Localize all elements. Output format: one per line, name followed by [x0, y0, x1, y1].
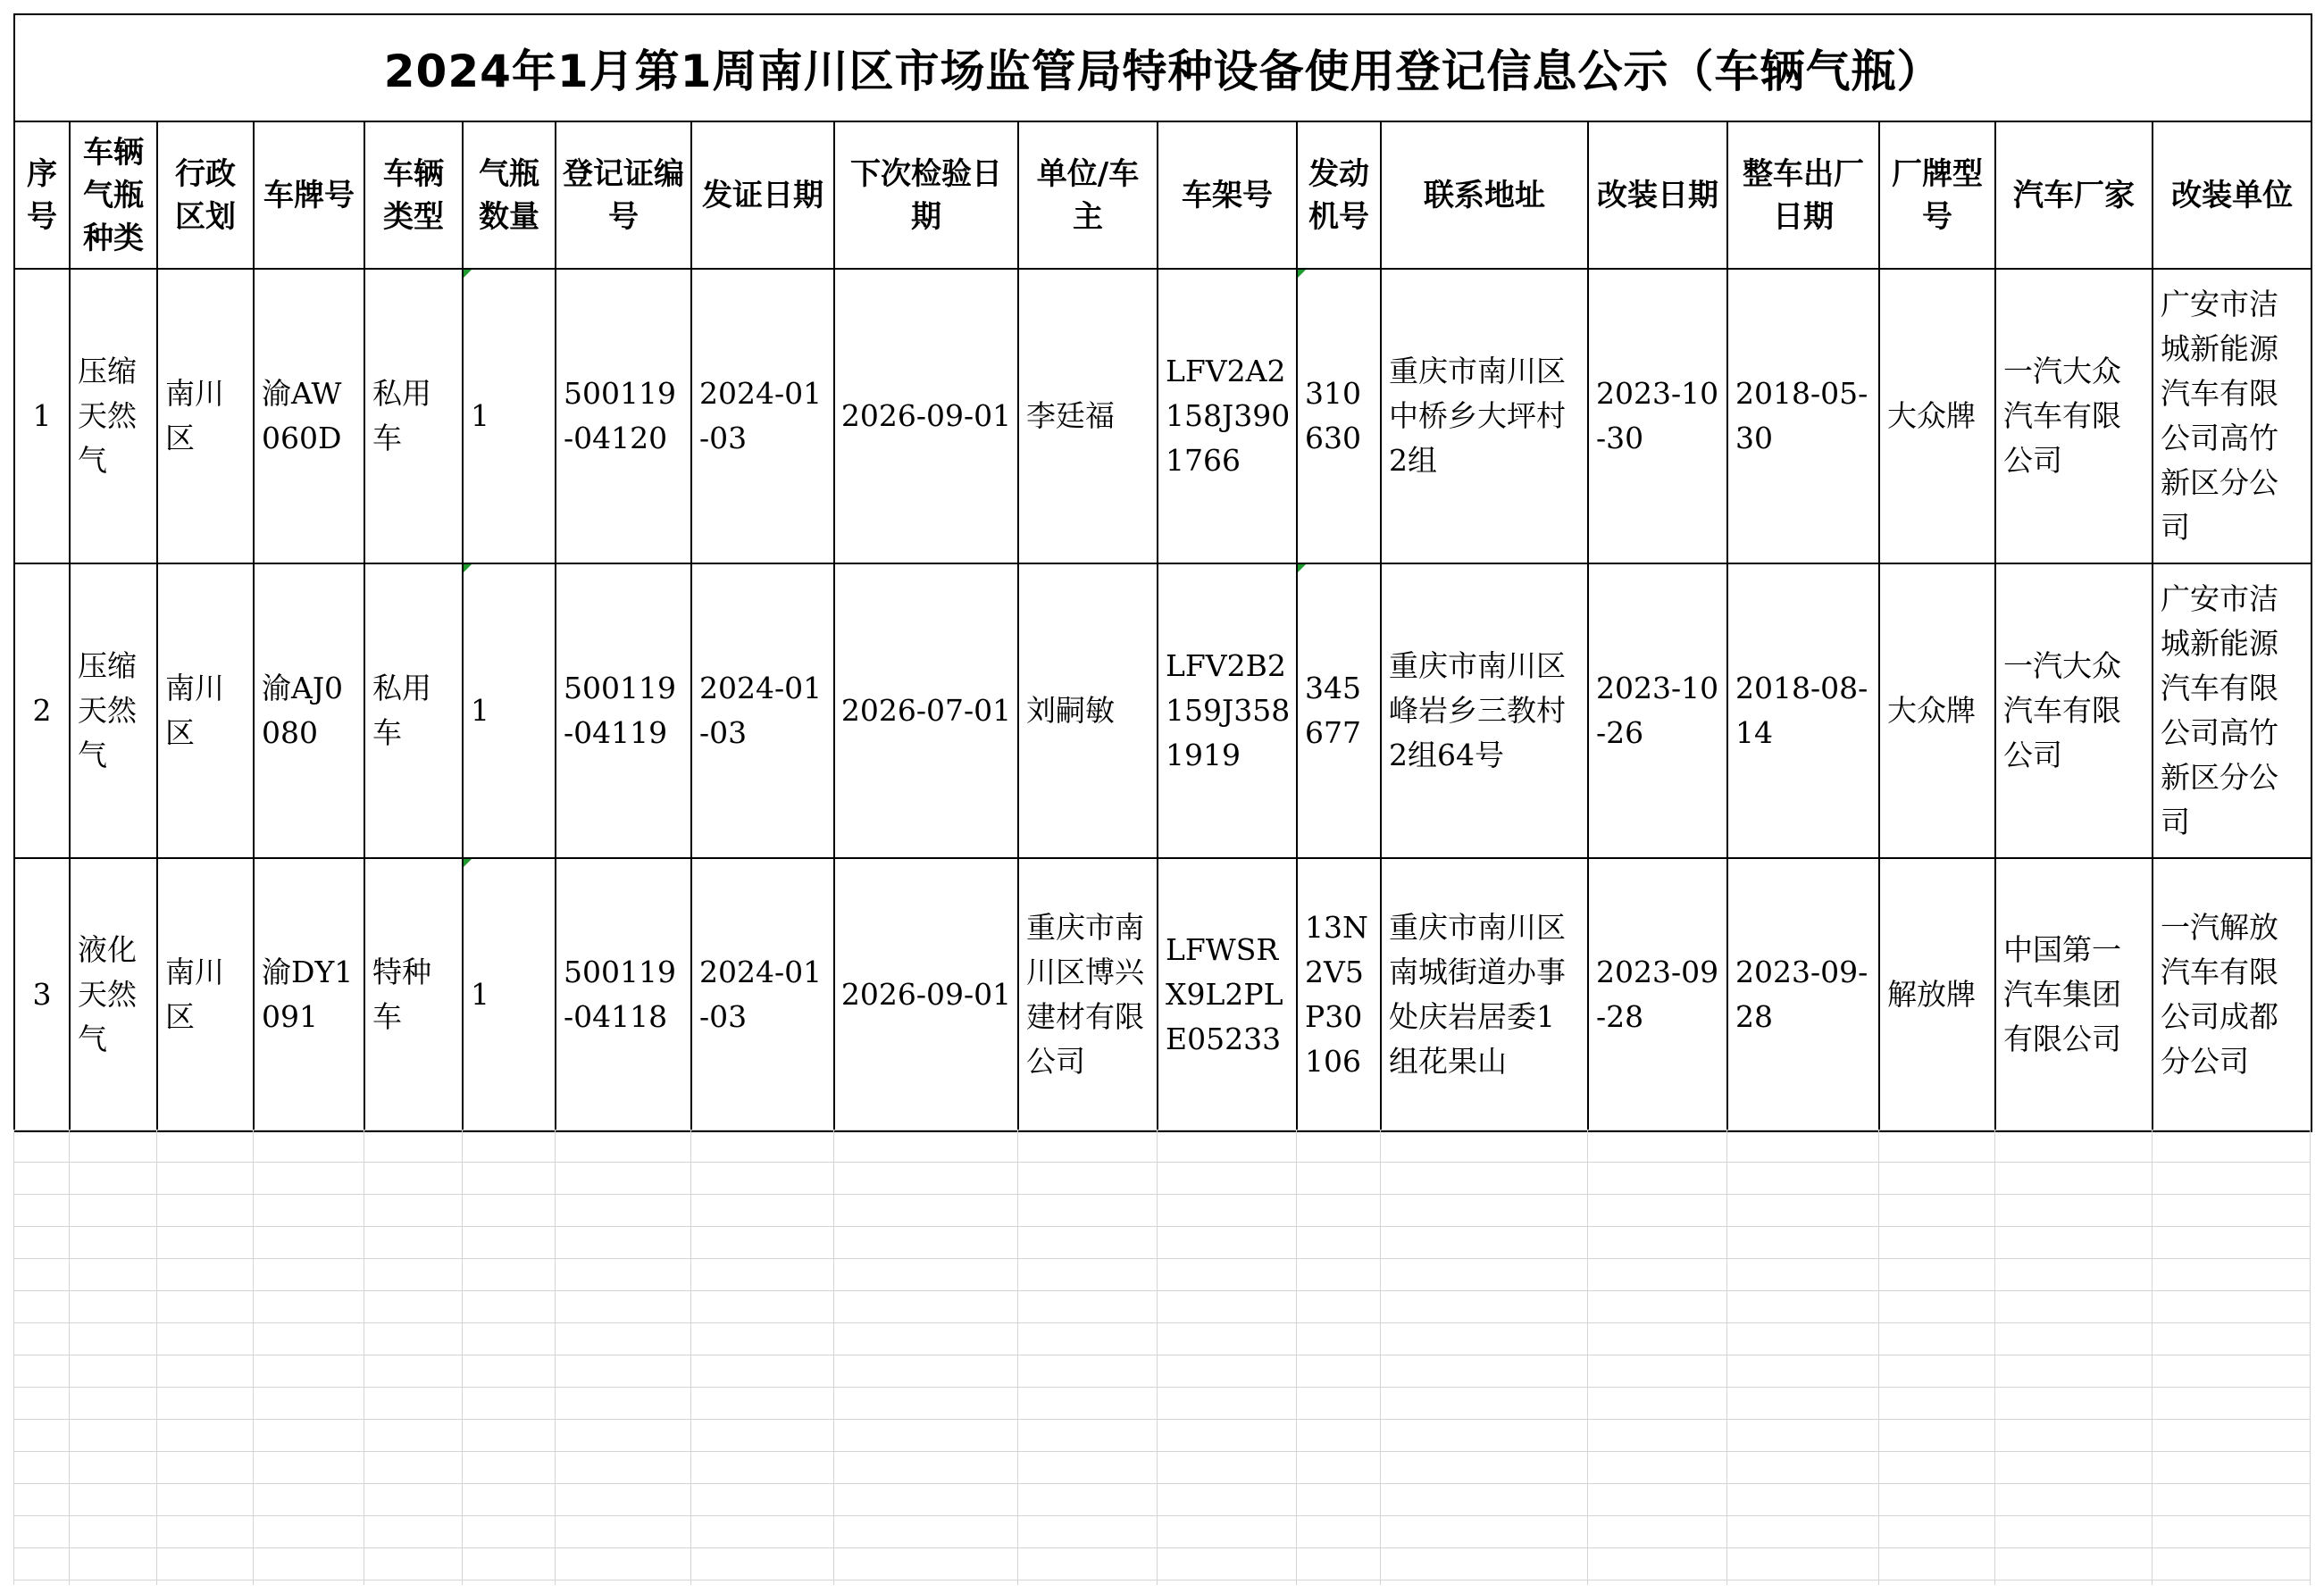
cell-text: 重庆市南川区峰岩乡三教村2组64号 [1389, 648, 1566, 772]
cell-vin[interactable] [1158, 563, 1297, 858]
cell-text: 中国第一汽车集团有限公司 [2003, 932, 2121, 1056]
cell-text: 广安市洁城新能源汽车有限公司高竹新区分公司 [2161, 581, 2278, 839]
cell-text: 2026-09-01 [840, 977, 1012, 1012]
cell-text: 压缩天然气 [78, 648, 137, 772]
grid-column-line [833, 1130, 834, 1585]
cell-marker-icon [464, 270, 472, 278]
grid-column-line [13, 1130, 14, 1585]
cell-address[interactable] [1381, 563, 1588, 858]
cell-text: 2024-01-03 [699, 955, 823, 1034]
cell-plate-number[interactable] [254, 563, 364, 858]
cell-vin[interactable] [1158, 858, 1297, 1131]
header-modification-date: 改装日期 [1588, 121, 1727, 269]
header-factory-date: 整车出厂日期 [1727, 121, 1879, 269]
cell-engine-number[interactable] [1297, 563, 1381, 858]
grid-column-line [555, 1130, 556, 1585]
cell-modification-date[interactable] [1588, 858, 1727, 1131]
cell-cylinder-type[interactable] [70, 858, 157, 1131]
cell-text: 1 [471, 693, 489, 728]
header-certificate-number: 登记证编号 [556, 121, 691, 269]
cell-text: 重庆市南川区南城街道办事处庆岩居委1组花果山 [1389, 910, 1566, 1079]
header-manufacturer: 汽车厂家 [1995, 121, 2153, 269]
cell-text: LFWSRX9L2PLE05233 [1166, 932, 1283, 1056]
header-plate-number: 车牌号 [254, 121, 364, 269]
cell-vehicle-type[interactable] [364, 269, 463, 563]
cell-certificate-number[interactable] [556, 858, 691, 1131]
header-modifier: 改装单位 [2153, 121, 2311, 269]
cell-text: 压缩天然气 [78, 354, 137, 478]
cell-text: 1 [471, 977, 489, 1012]
cell-text: 一汽解放汽车有限公司成都分公司 [2161, 910, 2278, 1079]
cell-text: 液化天然气 [78, 932, 137, 1056]
cell-certificate-number[interactable] [556, 269, 691, 563]
cell-marker-icon [1298, 270, 1306, 278]
cell-manufacturer[interactable] [1995, 563, 2153, 858]
grid-column-line [1878, 1130, 1879, 1585]
cell-text: 私用车 [372, 671, 431, 750]
grid-column-line [2310, 1130, 2311, 1585]
grid-column-line [1726, 1130, 1727, 1585]
cell-text: 2026-07-01 [840, 693, 1012, 728]
cell-plate-number[interactable] [254, 858, 364, 1131]
cell-vehicle-type[interactable] [364, 563, 463, 858]
grid-column-line [1587, 1130, 1588, 1585]
grid-column-line [462, 1130, 463, 1585]
cell-cylinder-type[interactable] [70, 269, 157, 563]
cell-text: 广安市洁城新能源汽车有限公司高竹新区分公司 [2161, 287, 2278, 545]
cell-text: 2023-10-26 [1596, 671, 1719, 750]
cell-marker-icon [464, 564, 472, 572]
header-issue-date: 发证日期 [691, 121, 834, 269]
header-district: 行政区划 [157, 121, 254, 269]
cell-issue-date[interactable] [691, 269, 834, 563]
empty-sheet-grid [13, 1130, 2311, 1585]
cell-manufacturer[interactable] [1995, 269, 2153, 563]
cell-district[interactable] [157, 269, 254, 563]
cell-text: 南川区 [165, 376, 224, 455]
cell-seq[interactable] [14, 858, 70, 1131]
cell-owner[interactable] [1018, 269, 1158, 563]
cell-owner[interactable] [1018, 858, 1158, 1131]
grid-column-line [253, 1130, 254, 1585]
cell-modification-date[interactable] [1588, 563, 1727, 858]
cell-text: 500119-04120 [564, 376, 676, 455]
cell-text: 2023-09-28 [1735, 955, 1868, 1034]
cell-text: 2023-10-30 [1596, 376, 1719, 455]
cell-text: 大众牌 [1887, 693, 1976, 728]
cell-modifier[interactable] [2153, 563, 2311, 858]
cell-text: LFV2A2158J3901766 [1166, 354, 1291, 478]
cell-vin[interactable] [1158, 269, 1297, 563]
cell-brand-model[interactable] [1879, 858, 1995, 1131]
cell-cylinder-count[interactable] [463, 269, 556, 563]
header-next-inspection-date: 下次检验日期 [834, 121, 1018, 269]
grid-column-line [1994, 1130, 1995, 1585]
cell-brand-model[interactable] [1879, 563, 1995, 858]
cell-district[interactable] [157, 858, 254, 1131]
cell-plate-number[interactable] [254, 269, 364, 563]
table-row [14, 563, 2311, 858]
cell-text: 13N2V5P30106 [1305, 910, 1368, 1079]
cell-address[interactable] [1381, 269, 1588, 563]
header-vin: 车架号 [1158, 121, 1297, 269]
grid-column-line [2152, 1130, 2153, 1585]
cell-seq[interactable] [14, 563, 70, 858]
cell-certificate-number[interactable] [556, 563, 691, 858]
cell-text: 特种车 [372, 955, 431, 1034]
cell-text: 500119-04119 [564, 671, 676, 750]
header-row [14, 121, 2311, 269]
cell-text: 1 [471, 398, 489, 433]
cell-text: 500119-04118 [564, 955, 676, 1034]
header-vehicle-type: 车辆类型 [364, 121, 463, 269]
cell-text: 310630 [1305, 376, 1361, 455]
cell-text: 2026-09-01 [840, 398, 1012, 433]
cell-modification-date[interactable] [1588, 269, 1727, 563]
grid-column-line [1157, 1130, 1158, 1585]
cell-issue-date[interactable] [691, 858, 834, 1131]
cell-text: 2024-01-03 [699, 671, 823, 750]
cell-text: 2024-01-03 [699, 376, 823, 455]
cell-engine-number[interactable] [1297, 269, 1381, 563]
header-cylinder-type: 车辆气瓶种类 [70, 121, 157, 269]
grid-column-line [69, 1130, 70, 1585]
grid-column-line [1017, 1130, 1018, 1585]
header-seq: 序号 [14, 121, 70, 269]
cell-text: 南川区 [165, 671, 224, 750]
cell-owner[interactable] [1018, 563, 1158, 858]
cell-brand-model[interactable] [1879, 269, 1995, 563]
cell-text: 一汽大众汽车有限公司 [2003, 648, 2121, 772]
header-address: 联系地址 [1381, 121, 1588, 269]
cell-text: 刘嗣敏 [1026, 693, 1115, 728]
cell-manufacturer[interactable] [1995, 858, 2153, 1131]
cell-text: 2 [32, 693, 52, 728]
cell-factory-date[interactable] [1727, 563, 1879, 858]
registration-table [13, 13, 2312, 1132]
cell-marker-icon [464, 859, 472, 867]
cell-text: 南川区 [165, 955, 224, 1034]
grid-column-line [1296, 1130, 1297, 1585]
cell-text: 一汽大众汽车有限公司 [2003, 354, 2121, 478]
cell-next-inspection-date[interactable] [834, 858, 1018, 1131]
cell-cylinder-type[interactable] [70, 563, 157, 858]
cell-text: 2018-08-14 [1735, 671, 1868, 750]
cell-district[interactable] [157, 563, 254, 858]
cell-address[interactable] [1381, 858, 1588, 1131]
cell-text: 3 [32, 977, 52, 1012]
cell-text: 1 [32, 398, 52, 433]
cell-cylinder-count[interactable] [463, 858, 556, 1131]
cell-cylinder-count[interactable] [463, 563, 556, 858]
cell-text: 345677 [1305, 671, 1361, 750]
cell-text: 私用车 [372, 376, 431, 455]
cell-text: 李廷福 [1026, 398, 1115, 433]
cell-issue-date[interactable] [691, 563, 834, 858]
cell-vehicle-type[interactable] [364, 858, 463, 1131]
cell-engine-number[interactable] [1297, 858, 1381, 1131]
header-owner: 单位/车主 [1018, 121, 1158, 269]
page-title: 2024年1月第1周南川区市场监管局特种设备使用登记信息公示（车辆气瓶） [14, 14, 2311, 121]
header-engine-number: 发动机号 [1297, 121, 1381, 269]
grid-column-line [156, 1130, 157, 1585]
cell-factory-date[interactable] [1727, 858, 1879, 1131]
table-row [14, 269, 2311, 563]
cell-text: 大众牌 [1887, 398, 1976, 433]
cell-text: 重庆市南川区博兴建材有限公司 [1026, 910, 1144, 1079]
cell-factory-date[interactable] [1727, 269, 1879, 563]
cell-text: 渝AW060D [262, 376, 342, 455]
registration-sheet [13, 13, 2311, 1132]
table-row [14, 858, 2311, 1131]
cell-text: 重庆市南川区中桥乡大坪村2组 [1389, 354, 1566, 478]
grid-column-line [690, 1130, 691, 1585]
cell-seq[interactable] [14, 269, 70, 563]
cell-text: 渝AJ0080 [262, 671, 344, 750]
grid-column-line [1380, 1130, 1381, 1585]
cell-text: 2023-09-28 [1596, 955, 1719, 1034]
cell-next-inspection-date[interactable] [834, 269, 1018, 563]
header-brand-model: 厂牌型号 [1879, 121, 1995, 269]
cell-next-inspection-date[interactable] [834, 563, 1018, 858]
header-cylinder-count: 气瓶数量 [463, 121, 556, 269]
cell-text: LFV2B2159J3581919 [1166, 648, 1291, 772]
cell-text: 渝DY1091 [262, 955, 354, 1034]
cell-marker-icon [1298, 564, 1306, 572]
cell-text: 2018-05-30 [1735, 376, 1868, 455]
cell-text: 解放牌 [1887, 977, 1976, 1012]
cell-modifier[interactable] [2153, 269, 2311, 563]
cell-modifier[interactable] [2153, 858, 2311, 1131]
